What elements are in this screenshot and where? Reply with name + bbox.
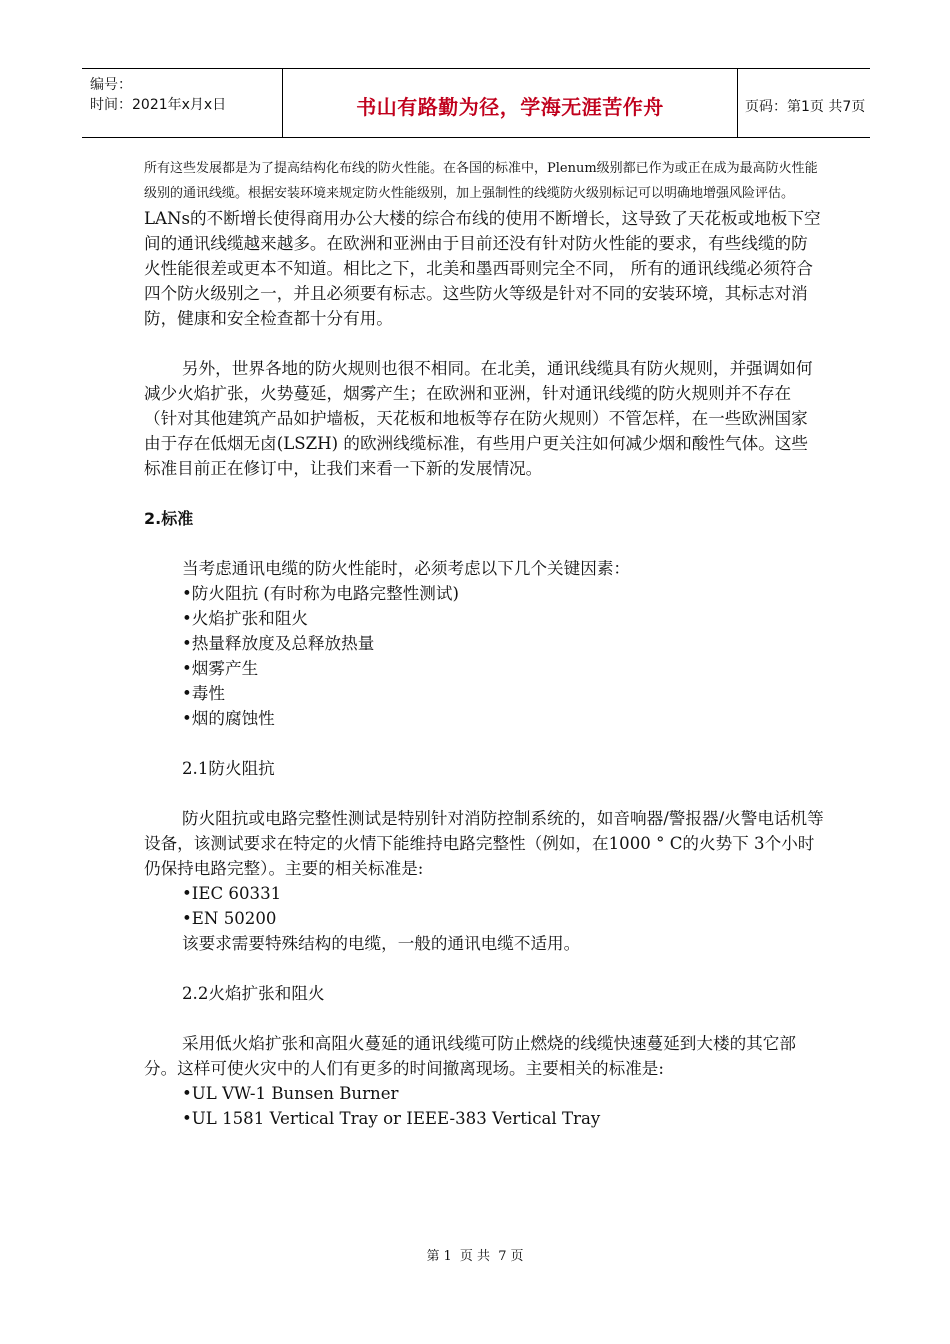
header-page-cell bbox=[737, 69, 870, 137]
section-2-title: 2.标准 bbox=[144, 509, 194, 528]
page-header bbox=[82, 68, 870, 138]
header-motto: 书山有路勤为径，学海无涯苦作舟 bbox=[356, 95, 664, 119]
header-motto-cell bbox=[282, 69, 738, 137]
section-2-1-note: 该要求需要特殊结构的电缆，一般的通讯电缆不适用。 bbox=[182, 934, 581, 953]
list-item: •UL 1581 Vertical Tray or IEEE-383 Vertical Tray bbox=[182, 1109, 601, 1128]
standard-list-2-2 bbox=[144, 1081, 824, 1131]
header-page-label: 页码：第1页 共7页 bbox=[745, 99, 866, 115]
list-item: •EN 50200 bbox=[182, 909, 277, 928]
paragraph-fire-rules: 另外，世界各地的防火规则也很不相同。在北美，通讯线缆具有防火规则，并强调如何减少火焰扩张，火势蔓延，烟雾产生；在欧洲和亚洲，针对通讯线缆的防火规则并不存在（针对其他建筑产品如护墙板，天花板和地板等存在防火规则）不管怎样，在一些欧洲国家由于存在低烟无卤(LSZH) 的欧洲线缆标准，有些用户更关注如何减少烟和酸性气体。这些标准目前正在修订中，让我们来看一下新的发展情况。 bbox=[144, 359, 813, 478]
intro-paragraph: 所有这些发展都是为了提高结构化布线的防火性能。在各国的标准中，Plenum级别都已作为或正在成为最高防火性能级别的通讯线缆。根据安装环境来规定防火性能级别，加上强制性的线缆防火级别标记可以明确地增强风险评估。 bbox=[144, 161, 818, 201]
list-item: •烟雾产生 bbox=[182, 659, 259, 678]
footer-page-prefix: 第 bbox=[426, 1249, 440, 1264]
section-2-2-title: 2.2火焰扩张和阻火 bbox=[182, 984, 325, 1003]
header-meta-cell bbox=[82, 69, 282, 137]
page-footer bbox=[0, 1245, 950, 1264]
document-number-label: 编号： bbox=[90, 77, 132, 93]
section-2-lead: 当考虑通讯电缆的防火性能时，必须考虑以下几个关键因素： bbox=[182, 559, 631, 578]
standard-list-2-1 bbox=[144, 881, 824, 931]
footer-total-pages: 7 bbox=[498, 1249, 507, 1264]
paragraph-lans: LANs的不断增长使得商用办公大楼的综合布线的使用不断增长，这导致了天花板或地板下空间的通讯线缆越来越多。在欧洲和亚洲由于目前还没有针对防火性能的要求，有些线缆的防火性能很差或更本不知道。相比之下，北美和墨西哥则完全不同， 所有的通讯线缆必须符合四个防火级别之一，并且必须要有标志。这些防火等级是针对不同的安装环境，其标志对消防，健康和安全检查都十分有用。 bbox=[144, 209, 821, 328]
factor-list bbox=[144, 581, 824, 731]
footer-page-mid: 页 共 bbox=[459, 1249, 491, 1264]
footer-page-suffix: 页 bbox=[510, 1249, 524, 1264]
footer-current-page: 1 bbox=[443, 1249, 452, 1264]
list-item: •热量释放度及总释放热量 bbox=[182, 634, 375, 653]
document-body bbox=[144, 156, 824, 1131]
list-item: •IEC 60331 bbox=[182, 884, 282, 903]
section-2-2-body: 采用低火焰扩张和高阻火蔓延的通讯线缆可防止燃烧的线缆快速蔓延到大楼的其它部分。这样可使火灾中的人们有更多的时间撤离现场。主要相关的标准是: bbox=[144, 1034, 796, 1078]
list-item: •防火阻抗 (有时称为电路完整性测试) bbox=[182, 584, 459, 603]
list-item: •UL VW-1 Bunsen Burner bbox=[182, 1084, 399, 1103]
list-item: •烟的腐蚀性 bbox=[182, 709, 275, 728]
list-item: •火焰扩张和阻火 bbox=[182, 609, 308, 628]
list-item: •毒性 bbox=[182, 684, 225, 703]
section-2-1-title: 2.1防火阻抗 bbox=[182, 759, 275, 778]
document-date-label: 时间：2021年x月x日 bbox=[90, 97, 227, 113]
section-2-1-body: 防火阻抗或电路完整性测试是特别针对消防控制系统的，如音响器/警报器/火警电话机等设备，该测试要求在特定的火情下能维持电路完整性（例如，在1000 ° C的火势下 3个小时仍保持电路完整）。主要的相关标准是: bbox=[144, 809, 824, 878]
